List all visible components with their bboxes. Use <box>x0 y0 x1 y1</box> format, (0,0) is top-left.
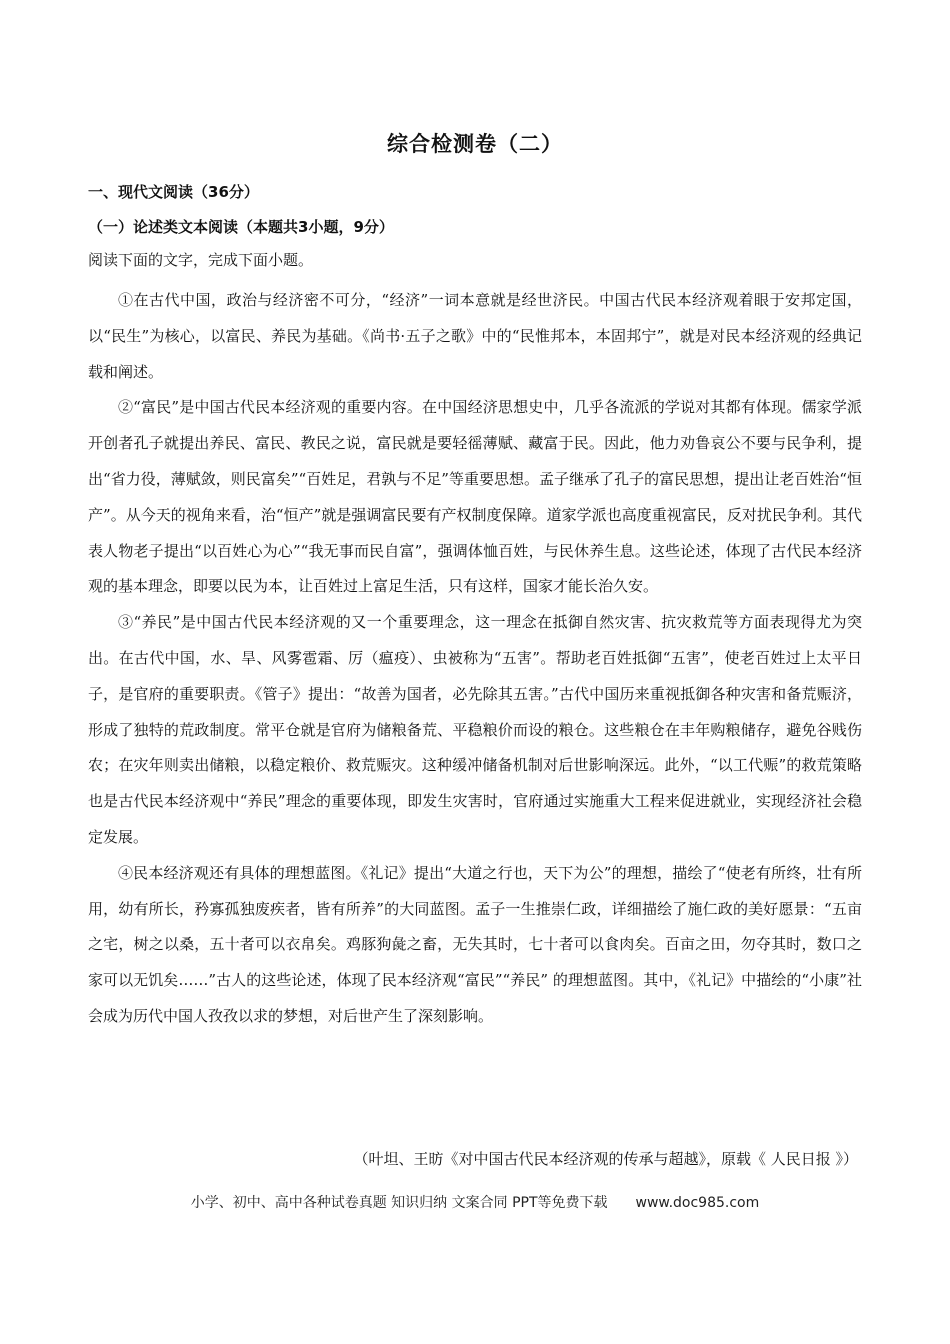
footer-site-link[interactable]: www.doc985.com <box>635 1195 760 1211</box>
paragraph-4: ④民本经济观还有具体的理想蓝图。《礼记》提出“大道之行也，天下为公”的理想，描绘了“使老有所终，壮有所用，幼有所长，矜寡孤独废疾者，皆有所养”的大同蓝图。孟子一生推崇仁政，详细描绘了施仁政的美好愿景：“五亩之宅，树之以桑，五十者可以衣帛矣。鸡豚狗彘之畜，无失其时，七十者可以食肉矣。百亩之田，勿夺其时，数口之家可以无饥矣……”古人的这些论述，体现了民本经济观“富民”“养民” 的理想蓝图。其中，《礼记》中描绘的“小康”社会成为历代中国人孜孜以求的梦想，对后世产生了深刻影响。 <box>88 863 862 1025</box>
page-title: 综合检测卷（二） <box>387 132 563 156</box>
paragraph-2: ②“富民”是中国古代民本经济观的重要内容。在中国经济思想史中，几乎各流派的学说对其都有体现。儒家学派开创者孔子就提出养民、富民、教民之说，富民就是要轻徭薄赋、藏富于民。因此，他力劝鲁哀公不要与民争利，提出“省力役，薄赋敛，则民富矣”“百姓足，君孰与不足”等重要思想。孟子继承了孔子的富民思想，提出让老百姓治“恒产”。从今天的视角来看，治“恒产”就是强调富民要有产权制度保障。道家学派也高度重视富民，反对扰民争利。其代表人物老子提出“以百姓心为心”“我无事而民自富”，强调体恤百姓，与民休养生息。这些论述，体现了古代民本经济观的基本理念，即要以民为本，让百姓过上富足生活，只有这样，国家才能长治久安。 <box>88 398 862 596</box>
passage-body <box>88 283 862 1035</box>
footer-text: 小学、初中、高中各种试卷真题 知识归纳 文案合同 PPT等免费下载 <box>190 1195 608 1211</box>
paragraph-3: ③“养民”是中国古代民本经济观的又一个重要理念，这一理念在抵御自然灾害、抗灾救荒等方面表现得尤为突出。在古代中国，水、旱、风雾雹霜、厉（瘟疫）、虫被称为“五害”。帮助老百姓抵御“五害”，使老百姓过上太平日子，是官府的重要职责。《管子》提出：“故善为国者，必先除其五害。”古代中国历来重视抵御各种灾害和备荒赈济，形成了独特的荒政制度。常平仓就是官府为储粮备荒、平稳粮价而设的粮仓。这些粮仓在丰年购粮储存，避免谷贱伤农；在灾年则卖出储粮，以稳定粮价、救荒赈灾。这种缓冲储备机制对后世影响深远。此外，“以工代赈”的救荒策略也是古代民本经济观中“养民”理念的重要体现，即发生灾害时，官府通过实施重大工程来促进就业，实现经济社会稳定发展。 <box>88 613 862 846</box>
paragraph-1: ①在古代中国，政治与经济密不可分，“经济”一词本意就是经世济民。中国古代民本经济观着眼于安邦定国，以“民生”为核心，以富民、养民为基础。《尚书·五子之歌》中的“民惟邦本，本固邦宁”，就是对民本经济观的经典记载和阐述。 <box>88 291 862 381</box>
instruction-text: 阅读下面的文字，完成下面小题。 <box>88 251 314 269</box>
section-heading: 一、现代文阅读（36分） <box>88 183 259 201</box>
source-citation: （叶坦、王昉《对中国古代民本经济观的传承与超越》，原载《 人民日报 》） <box>353 1150 858 1168</box>
subsection-heading: （一）论述类文本阅读（本题共3小题，9分） <box>88 218 394 236</box>
page-footer <box>0 1192 950 1212</box>
